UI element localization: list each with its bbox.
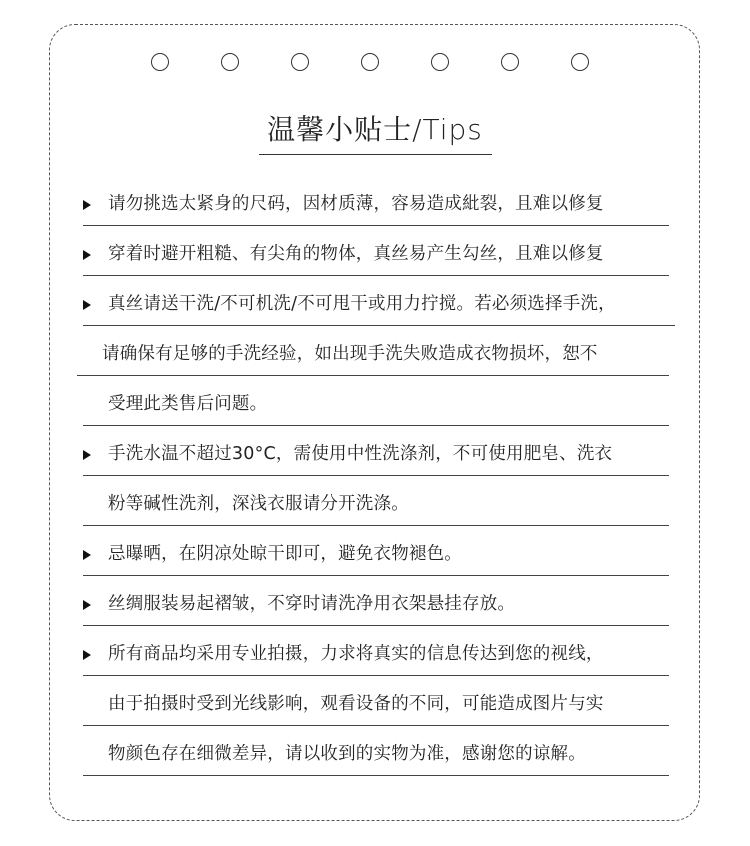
- tip-item: [83, 176, 669, 226]
- tip-item: [83, 526, 669, 576]
- tip-item: [83, 626, 669, 676]
- bullet-triangle-icon: [83, 300, 91, 310]
- tip-item-continuation: [83, 476, 669, 526]
- tip-text: 请确保有足够的手洗经验，如出现手洗失败造成衣物损坏，恕不: [102, 344, 598, 364]
- tip-text: 物颜色存在细微差异，请以收到的实物为准，感谢您的谅解。: [108, 744, 586, 764]
- tip-text: 丝绸服装易起褶皱，不穿时请洗净用衣架悬挂存放。: [108, 594, 516, 614]
- tip-item: [83, 276, 675, 326]
- tip-item: [83, 226, 669, 276]
- tip-text: 手洗水温不超过30°C，需使用中性洗涤剂，不可使用肥皂、洗衣: [108, 444, 613, 464]
- bullet-triangle-icon: [83, 450, 91, 460]
- tip-text: 由于拍摄时受到光线影响，观看设备的不同，可能造成图片与实: [108, 694, 604, 714]
- tip-text: 穿着时避开粗糙、有尖角的物体，真丝易产生勾丝，且难以修复: [108, 244, 604, 264]
- tip-item-continuation: [77, 326, 669, 376]
- bullet-triangle-icon: [83, 200, 91, 210]
- bullet-triangle-icon: [83, 250, 91, 260]
- tip-text: 忌曝晒，在阴凉处晾干即可，避免衣物褪色。: [108, 544, 462, 564]
- tip-text: 所有商品均采用专业拍摄，力求将真实的信息传达到您的视线，: [108, 644, 604, 664]
- bullet-triangle-icon: [83, 550, 91, 560]
- tip-item: [83, 576, 669, 626]
- bullet-triangle-icon: [83, 600, 91, 610]
- tip-item-continuation: [83, 376, 669, 426]
- tip-item-continuation: [83, 676, 669, 726]
- bullet-triangle-icon: [83, 650, 91, 660]
- tip-text: 受理此类售后问题。: [108, 394, 268, 414]
- tip-item-continuation: [83, 726, 669, 776]
- tip-item: [83, 426, 669, 476]
- page-title: 温馨小贴士/Tips: [267, 113, 483, 146]
- tip-text: 请勿挑选太紧身的尺码，因材质薄，容易造成紕裂，且难以修复: [108, 194, 604, 214]
- tip-text: 真丝请送干洗/不可机洗/不可甩干或用力拧搅。若必须选择手洗，: [108, 294, 616, 314]
- tip-text: 粉等碱性洗剂，深浅衣服请分开洗涤。: [108, 494, 409, 514]
